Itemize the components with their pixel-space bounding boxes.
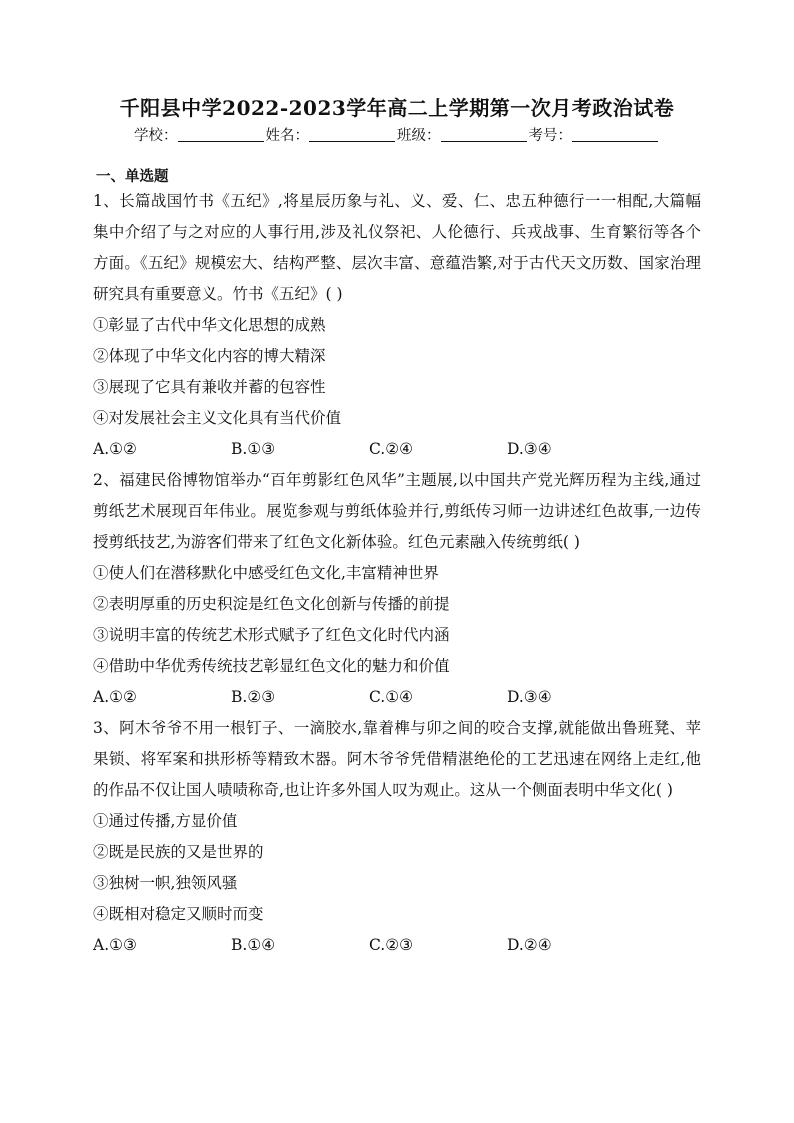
choice-c[interactable]: C.②③ (369, 936, 414, 954)
choice-b[interactable]: B.①④ (231, 936, 276, 954)
statement-item: ③说明丰富的传统艺术形式赋予了红色文化时代内涵 (93, 626, 450, 644)
student-info-line (0, 124, 794, 148)
name-blank[interactable] (309, 127, 395, 142)
statement-item: ①彰显了古代中华文化思想的成熟 (93, 316, 326, 334)
question-3 (93, 713, 701, 961)
class-blank[interactable] (441, 127, 527, 142)
answer-choices (93, 930, 701, 961)
answer-choices (93, 682, 701, 713)
choice-b[interactable]: B.②③ (231, 688, 276, 706)
name-label: 姓名： (265, 128, 309, 144)
choice-d[interactable]: D.③④ (507, 688, 552, 706)
statement-item: ②表明厚重的历史积淀是红色文化创新与传播的前提 (93, 595, 450, 613)
school-blank[interactable] (178, 127, 264, 142)
choice-a[interactable]: A.①③ (93, 936, 137, 954)
choice-d[interactable]: D.③④ (507, 440, 552, 458)
questions-body (93, 186, 701, 961)
question-2 (93, 465, 701, 713)
exam-title: 千阳县中学2022-2023学年高二上学期第一次月考政治试卷 (119, 96, 675, 120)
exam-number-label: 考号： (528, 128, 572, 144)
statement-item: ④对发展社会主义文化具有当代价值 (93, 409, 342, 427)
question-stem: 3、阿木爷爷不用一根钉子、一滴胶水,靠着榫与卯之间的咬合支撑,就能做出鲁班凳、苹果锁、将军案和拱形桥等精致木器。阿木爷爷凭借精湛绝伦的工艺迅速在网络上走红,他的作品不仅让国人啧啧称奇,也让许多外国人叹为观止。这从一个侧面表明中华文化( ) (93, 719, 701, 799)
choice-d[interactable]: D.②④ (507, 936, 552, 954)
question-stem: 1、长篇战国竹书《五纪》,将星辰历象与礼、义、爱、仁、忠五种德行一一相配,大篇幅集中介绍了与之对应的人事行用,涉及礼仪祭祀、人伦德行、兵戎战事、生育繁衍等各个方面。《五纪》规模宏大、结构严整、层次丰富、意蕴浩繁,对于古代天文历数、国家治理研究具有重要意义。竹书《五纪》( ) (93, 192, 701, 303)
statement-item: ①使人们在潜移默化中感受红色文化,丰富精神世界 (93, 564, 439, 582)
statement-item: ②既是民族的又是世界的 (93, 843, 264, 861)
statement-item: ②体现了中华文化内容的博大精深 (93, 347, 326, 365)
choice-c[interactable]: C.②④ (369, 440, 414, 458)
statement-item: ①通过传播,方显价值 (93, 812, 238, 830)
class-label: 班级： (397, 128, 441, 144)
choice-a[interactable]: A.①② (93, 440, 137, 458)
choice-b[interactable]: B.①③ (231, 440, 276, 458)
statement-item: ③独树一帜,独领风骚 (93, 874, 238, 892)
question-stem: 2、福建民俗博物馆举办“百年剪影红色风华”主题展,以中国共产党光辉历程为主线,通过剪纸艺术展现百年伟业。展览参观与剪纸体验并行,剪纸传习师一边讲述红色故事,一边传授剪纸技艺,为游客们带来了红色文化新体验。红色元素融入传统剪纸( ) (93, 471, 701, 551)
exam-number-blank[interactable] (572, 127, 658, 142)
choice-c[interactable]: C.①④ (369, 688, 414, 706)
statement-item: ④借助中华优秀传统技艺彰显红色文化的魅力和价值 (93, 657, 450, 675)
school-label: 学校： (134, 128, 178, 144)
statement-item: ④既相对稳定又顺时而变 (93, 905, 264, 923)
section-heading: 一、单选题 (96, 168, 169, 185)
choice-a[interactable]: A.①② (93, 688, 137, 706)
question-1 (93, 186, 701, 465)
answer-choices (93, 434, 701, 465)
statement-item: ③展现了它具有兼收并蓄的包容性 (93, 378, 326, 396)
